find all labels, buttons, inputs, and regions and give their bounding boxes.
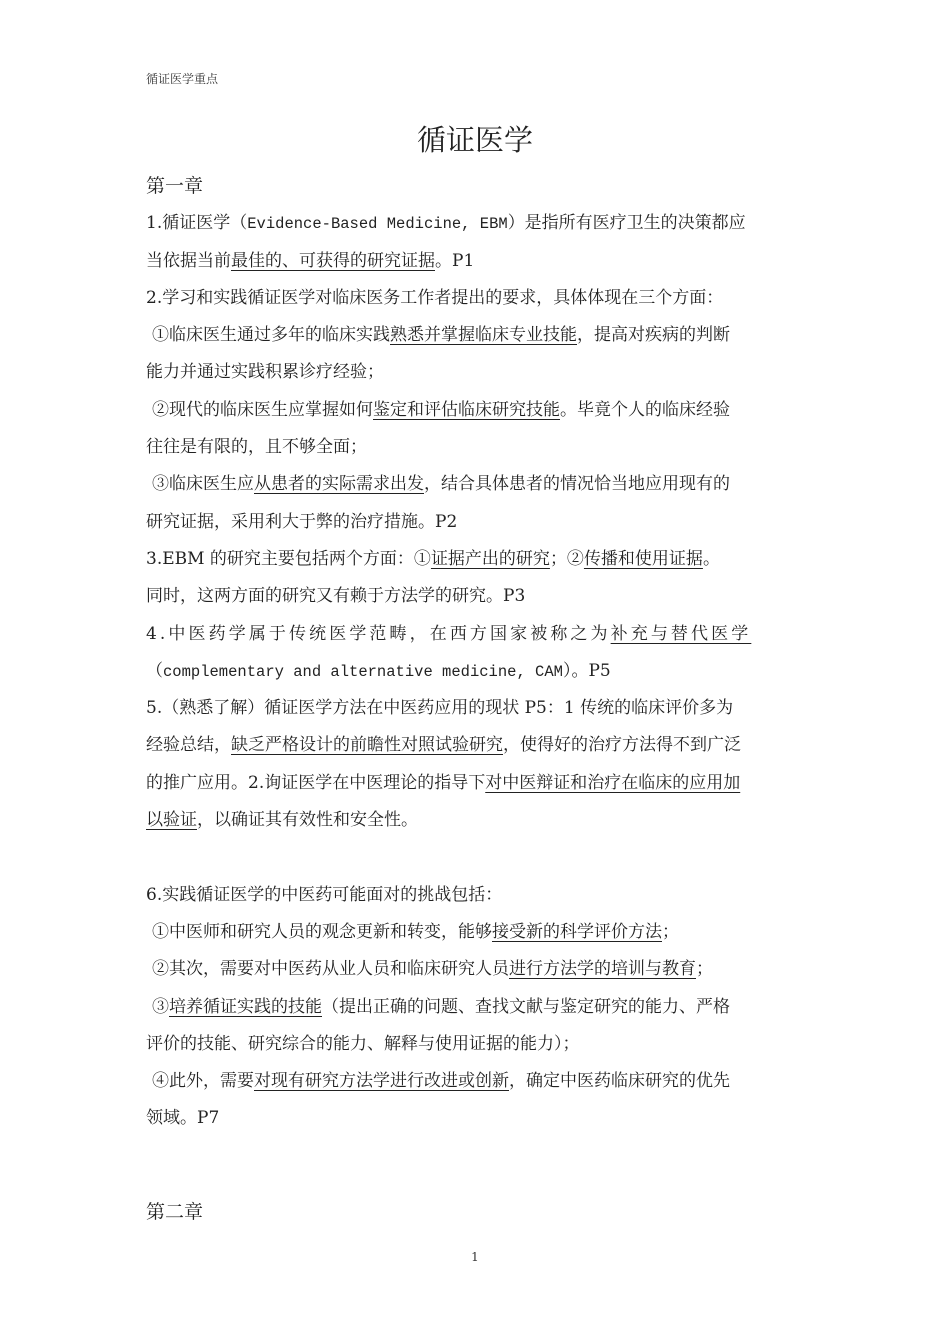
underlined-key-point: 鉴定和评估临床研究技能 <box>373 399 560 420</box>
underlined-key-point: 补充与替代医学 <box>610 623 752 644</box>
text-segment: 1.循证医学（ <box>146 213 248 234</box>
text-segment: ③临床医生应 <box>152 474 254 495</box>
text-segment: ，提高对疾病的判断 <box>577 325 730 346</box>
underlined-key-point: 接受新的科学评价方法 <box>492 921 662 942</box>
text-line <box>146 690 811 727</box>
underlined-key-point: 最佳的、可获得的研究证据 <box>231 250 435 271</box>
text-segment: 2.学习和实践循证医学对临床医务工作者提出的要求，具体体现在三个方面： <box>146 287 724 308</box>
text-segment: 领域。P7 <box>146 1108 220 1129</box>
underlined-key-point: 熟悉并掌握临床专业技能 <box>390 325 577 346</box>
list-item-3 <box>146 541 811 616</box>
text-segment: 3.EBM 的研究主要包括两个方面：① <box>146 548 431 569</box>
text-segment: ； <box>696 959 713 980</box>
text-line <box>146 392 811 429</box>
text-segment: ④此外，需要 <box>152 1071 254 1092</box>
text-line <box>146 877 811 914</box>
text-segment: （ <box>146 660 163 681</box>
text-segment: 。P1 <box>435 250 475 271</box>
chapter-1-items <box>146 205 811 1137</box>
text-segment: 评价的技能、研究综合的能力、解释与使用证据的能力）； <box>146 1033 580 1054</box>
text-line <box>146 951 811 988</box>
underlined-key-point: 进行方法学的培训与教育 <box>509 959 696 980</box>
text-line <box>146 1100 811 1137</box>
text-line <box>146 280 811 317</box>
text-line <box>146 1026 811 1063</box>
underlined-key-point: 传播和使用证据 <box>583 548 703 569</box>
text-line <box>146 354 811 391</box>
text-segment: ②其次，需要对中医药从业人员和临床研究人员 <box>152 959 509 980</box>
text-line <box>146 802 811 839</box>
text-segment: ）。P5 <box>562 660 611 681</box>
text-line <box>146 243 811 280</box>
underlined-key-point: 证据产出的研究 <box>430 548 550 569</box>
text-segment: ①临床医生通过多年的临床实践 <box>152 325 390 346</box>
list-item-1 <box>146 205 811 280</box>
text-segment: ，使得好的治疗方法得不到广泛 <box>503 735 741 756</box>
underlined-key-point: 对现有研究方法学进行改进或创新 <box>254 1071 509 1092</box>
text-line <box>146 466 811 503</box>
text-segment: 。 <box>702 548 720 569</box>
text-segment: ③ <box>152 996 169 1017</box>
text-segment: 能力并通过实践积累诊疗经验； <box>146 362 384 383</box>
text-segment: ，结合具体患者的情况恰当地应用现有的 <box>424 474 730 495</box>
text-segment: 往往是有限的，且不够全面； <box>146 437 367 458</box>
page-number: 1 <box>471 1250 479 1264</box>
text-segment: ； <box>662 921 679 942</box>
list-item-5 <box>146 690 811 839</box>
text-segment: 6.实践循证医学的中医药可能面对的挑战包括： <box>146 884 503 905</box>
chapter-2-heading: 第二章 <box>146 1200 204 1223</box>
list-item-6 <box>146 839 811 1137</box>
text-segment: （提出正确的问题、查找文献与鉴定研究的能力、严格 <box>322 996 730 1017</box>
document-body <box>146 168 811 1231</box>
underlined-key-point: 培养循证实践的技能 <box>169 996 322 1017</box>
text-line <box>146 727 811 764</box>
text-line <box>146 989 811 1026</box>
text-segment: 4.中医药学属于传统医学范畴，在西方国家被称之为 <box>146 623 611 644</box>
running-header: 循证医学重点 <box>146 72 219 86</box>
text-segment: 同时，这两方面的研究又有赖于方法学的研究。P3 <box>146 586 526 607</box>
text-segment: ；② <box>549 548 584 569</box>
text-segment: ，以确证其有效性和安全性。 <box>197 810 418 831</box>
text-segment: 当依据当前 <box>146 250 231 271</box>
text-line <box>146 429 811 466</box>
text-line <box>146 653 811 690</box>
text-segment: 研究证据，采用利大于弊的治疗措施。P2 <box>146 511 458 532</box>
text-segment: 的推广应用。2.询证医学在中医理论的指导下 <box>146 772 486 793</box>
text-line <box>146 504 811 541</box>
text-line <box>146 616 811 653</box>
text-segment: Evidence-Based Medicine, EBM <box>247 215 508 234</box>
list-item-2 <box>146 280 811 541</box>
text-segment: ，确定中医药临床研究的优先 <box>509 1071 730 1092</box>
text-line <box>146 1063 811 1100</box>
text-line <box>146 578 811 615</box>
text-line <box>146 914 811 951</box>
list-item-4 <box>146 616 811 691</box>
chapter-1-heading: 第一章 <box>146 175 204 197</box>
text-segment: ①中医师和研究人员的观念更新和转变，能够 <box>152 921 492 942</box>
text-line <box>146 541 811 578</box>
text-line <box>146 765 811 802</box>
text-segment: 。毕竟个人的临床经验 <box>560 399 730 420</box>
text-segment: complementary and alternative medicine, CAM <box>163 662 563 681</box>
paragraph-gap <box>146 839 811 876</box>
text-line <box>146 317 811 354</box>
document-title: 循证医学 <box>416 123 533 157</box>
text-line <box>146 205 811 242</box>
text-segment: ②现代的临床医生应掌握如何 <box>152 399 373 420</box>
section-gap <box>146 1138 811 1194</box>
underlined-key-point: 以验证 <box>146 810 197 831</box>
text-segment: ）是指所有医疗卫生的决策都应 <box>507 213 746 234</box>
text-segment: 经验总结， <box>146 735 231 756</box>
underlined-key-point: 从患者的实际需求出发 <box>254 474 424 495</box>
text-segment: 5.（熟悉了解）循证医学方法在中医药应用的现状 P5：1 传统的临床评价多为 <box>146 698 734 719</box>
underlined-key-point: 缺乏严格设计的前瞻性对照试验研究 <box>231 735 503 756</box>
underlined-key-point: 对中医辩证和治疗在临床的应用加 <box>485 772 741 793</box>
